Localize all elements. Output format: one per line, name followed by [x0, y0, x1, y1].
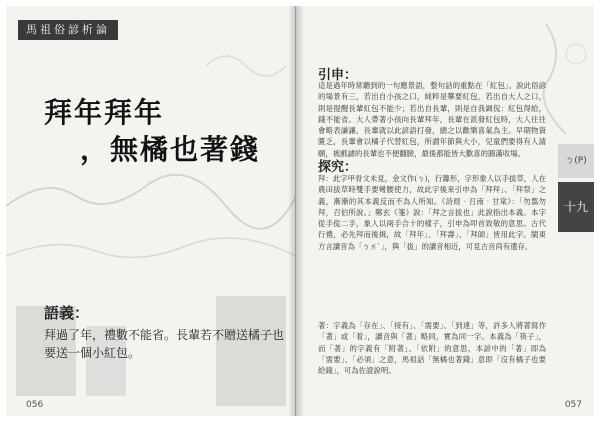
meaning-heading: 語義： — [44, 304, 90, 322]
proverb-title-line2: ，無橘也著錢 — [80, 133, 261, 166]
book-gutter — [288, 6, 304, 416]
page-number-right: 057 — [564, 400, 582, 410]
left-page — [6, 6, 296, 416]
book-title-banner: 馬祖俗諺析論 — [18, 20, 118, 40]
proverb-title-line1: 拜年拜年 — [44, 96, 165, 129]
explore-text: 拜：此字甲骨文未見，金文作(ㄅ)，行籌形，字形象人以手拔草，人在農田拔草時雙手要彎腰使力，故此字後來引申為「拜拜」、「拜祭」之義，漸漸的其本義反而不為人所知。《詩經‧召南‧甘棠》：「勿翦勿拜，召伯所說。」鄭玄《箋》說：「拜之言拔也」此說指出本義。本字從手從二手，象人以兩手合十的樣子，引申為叩首致敬的意思。古代行禮，必先拜而後揖，故「拜年」、「拜壽」、「拜師」皆用此字。閩東方言讀音為「ㄅㄞˋ」，與「拔」的讀音相近，可見古音尚有遺存。 — [318, 174, 546, 251]
intro-text: 這是過年時常聽到的一句應景語，整句話的重點在「紅包」。說此俗諺的場景有三，若出自小孩之口，純粹是攀要紅包，若出自大人之口，則是提醒長輩紅包不能少；若出自長輩，則是自我調侃：紅包得給，錢不能省。大人帶著小孩向長輩拜年，長輩在派發紅包時，大人往往會略表謙讓，長輩就以此諺語打發，總之以歡樂喜氣為主。早期物資匱乏，長輩會以橘子代替紅包，所謂年節與大小，兒童們要得有人請願，被戲謔的長輩也不便翻臉，最後都能皆大歡喜的圓滿收場。 — [318, 81, 546, 158]
zhu-text: 著：字義為「存在」、「接有」、「需要」、「到達」等，許多人將著寫作「著」或「着」，讀音與「著」略同，實為同一字。本義為「筷子」，而「著」的字義有「附著」、「依附」的意思，本諺中的「著」即為「需要」、「必須」之意，馬祖話「無橘也著錢」意即「沒有橘子也要給錢」，可為佐證說明。 — [318, 321, 546, 376]
intro-heading: 引申： — [318, 68, 358, 83]
chapter-tab: 十九 — [558, 182, 594, 232]
meaning-text: 拜過了年，禮數不能省。長輩若不贈送橘子也要送一個小紅包。 — [44, 328, 285, 360]
right-page — [296, 6, 594, 416]
phonetic-tab: ㄅ(P) — [558, 144, 594, 178]
explore-heading: 探究： — [318, 160, 358, 175]
page-number-left: 056 — [26, 400, 44, 410]
